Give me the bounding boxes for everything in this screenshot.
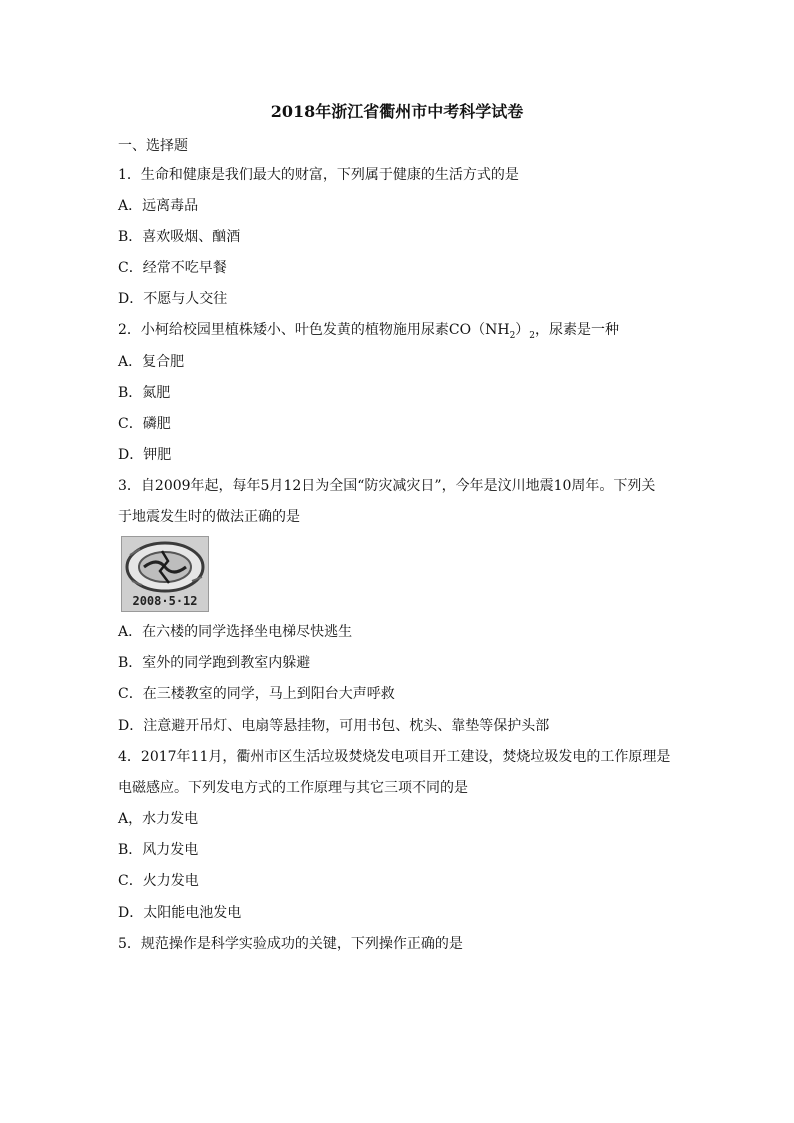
question-2-option-c: C．磷肥	[118, 416, 171, 432]
question-2-stem-post: ）	[515, 322, 530, 338]
question-2-option-d: D．钾肥	[118, 447, 172, 463]
question-1-stem: 1．生命和健康是我们最大的财富，下列属于健康的生活方式的是	[118, 167, 519, 183]
question-2-subscript-2: 2	[529, 330, 536, 341]
question-3-option-d: D．注意避开吊灯、电扇等悬挂物，可用书包、枕头、靠垫等保护头部	[118, 718, 550, 734]
earthquake-memorial-image	[121, 536, 209, 612]
question-3-stem-line-1: 3．自2009年起，每年5月12日为全国“防灾减灾日”，今年是汶川地震10周年。下列关	[118, 478, 656, 494]
question-4-option-a: A，水力发电	[118, 811, 199, 827]
question-1-option-b: B．喜欢吸烟、酗酒	[118, 229, 241, 245]
page-title: 2018年浙江省衢州市中考科学试卷	[270, 102, 524, 121]
question-2-option-a: A．复合肥	[118, 354, 185, 370]
question-1-option-d: D．不愿与人交往	[118, 291, 228, 307]
question-3-option-a: A．在六楼的同学选择坐电梯尽快逃生	[118, 624, 353, 640]
question-3-stem-line-2: 于地震发生时的做法正确的是	[118, 509, 300, 525]
question-3-option-c: C．在三楼教室的同学，马上到阳台大声呼救	[118, 686, 395, 702]
section-heading: 一、选择题	[118, 138, 188, 154]
question-2-subscript: 2	[509, 330, 516, 341]
question-4-stem-line-1: 4．2017年11月，衢州市区生活垃圾焚烧发电项目开工建设，焚烧垃圾发电的工作原理是	[118, 749, 671, 765]
question-2-stem-pre: 2．小柯给校园里植株矮小、叶色发黄的植物施用尿素CO（NH	[118, 322, 510, 338]
question-5-stem: 5．规范操作是科学实验成功的关键，下列操作正确的是	[118, 936, 463, 952]
question-4-option-c: C．火力发电	[118, 873, 199, 889]
question-4-stem-line-2: 电磁感应。下列发电方式的工作原理与其它三项不同的是	[118, 780, 468, 796]
question-1-option-a: A．远离毒品	[118, 198, 199, 214]
question-4-option-d: D．太阳能电池发电	[118, 905, 242, 921]
question-4-option-b: B．风力发电	[118, 842, 199, 858]
question-2-stem	[118, 320, 619, 346]
question-3-option-b: B．室外的同学跑到教室内躲避	[118, 655, 311, 671]
image-caption: 2008·5·12	[132, 594, 198, 608]
question-2-stem-end: ，尿素是一种	[535, 322, 620, 338]
question-2-option-b: B．氮肥	[118, 385, 171, 401]
question-1-option-c: C．经常不吃早餐	[118, 260, 227, 276]
